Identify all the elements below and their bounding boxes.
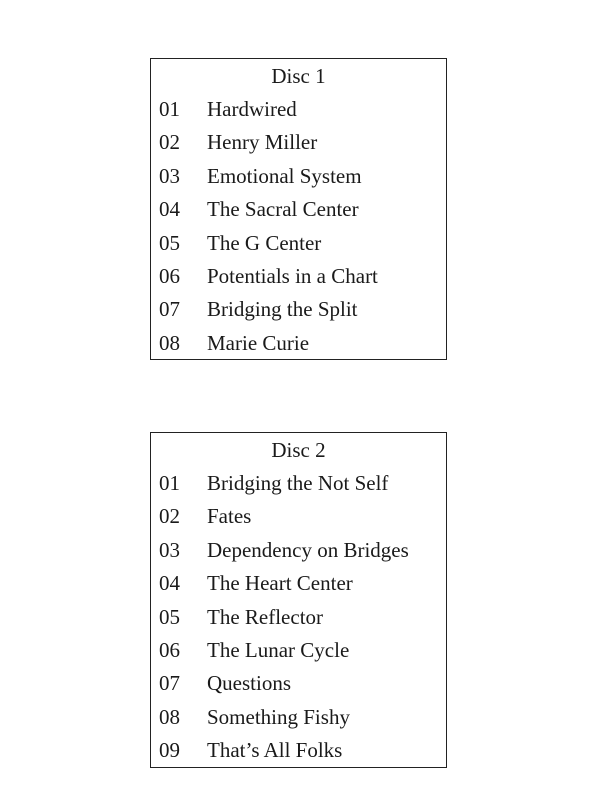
disc-title: Disc 1	[271, 64, 326, 88]
track-number: 08	[159, 330, 180, 355]
disc-title: Disc 2	[271, 438, 326, 462]
track-row	[151, 126, 446, 159]
track-number: 07	[159, 671, 180, 696]
track-number: 09	[159, 738, 180, 763]
track-row	[151, 567, 446, 600]
track-number: 04	[159, 571, 180, 596]
track-number: 01	[159, 97, 180, 121]
track-row	[151, 227, 446, 260]
track-number: 08	[159, 704, 180, 729]
track-title: Bridging the Not Self	[207, 471, 389, 495]
track-title: Marie Curie	[207, 330, 310, 355]
track-number: 06	[159, 637, 180, 662]
track-title: Something Fishy	[207, 704, 350, 729]
track-number: 06	[159, 263, 180, 288]
track-number: 05	[159, 230, 180, 255]
track-title: Emotional System	[207, 163, 362, 188]
track-title: That’s All Folks	[207, 738, 343, 763]
track-number: 04	[159, 197, 180, 222]
track-row	[151, 534, 446, 567]
track-title: Hardwired	[207, 97, 297, 121]
track-row	[151, 327, 446, 360]
track-title: Henry Miller	[207, 130, 318, 155]
track-row	[151, 293, 446, 326]
disc-1-tracklist	[150, 58, 447, 360]
track-title: Fates	[207, 504, 252, 529]
track-title: The Sacral Center	[207, 197, 359, 222]
track-title: The Heart Center	[207, 571, 353, 596]
track-row	[151, 667, 446, 700]
track-number: 03	[159, 537, 180, 562]
track-title: Potentials in a Chart	[207, 263, 378, 288]
track-number: 07	[159, 297, 180, 322]
track-row	[151, 467, 446, 500]
track-row	[151, 260, 446, 293]
track-row	[151, 93, 446, 126]
track-row	[151, 193, 446, 226]
track-title: Dependency on Bridges	[207, 537, 409, 562]
track-title: Bridging the Split	[207, 297, 358, 322]
track-number: 02	[159, 130, 180, 155]
track-title: The Lunar Cycle	[207, 637, 350, 662]
track-number: 03	[159, 163, 180, 188]
track-row	[151, 500, 446, 533]
track-number: 02	[159, 504, 180, 529]
track-row	[151, 601, 446, 634]
track-number: 01	[159, 471, 180, 495]
track-title: The Reflector	[207, 604, 324, 629]
track-row	[151, 701, 446, 734]
track-row	[151, 634, 446, 667]
track-row	[151, 734, 446, 767]
track-title: The G Center	[207, 230, 322, 255]
track-title: Questions	[207, 671, 291, 696]
track-number: 05	[159, 604, 180, 629]
track-row	[151, 160, 446, 193]
disc-2-tracklist	[150, 432, 447, 768]
